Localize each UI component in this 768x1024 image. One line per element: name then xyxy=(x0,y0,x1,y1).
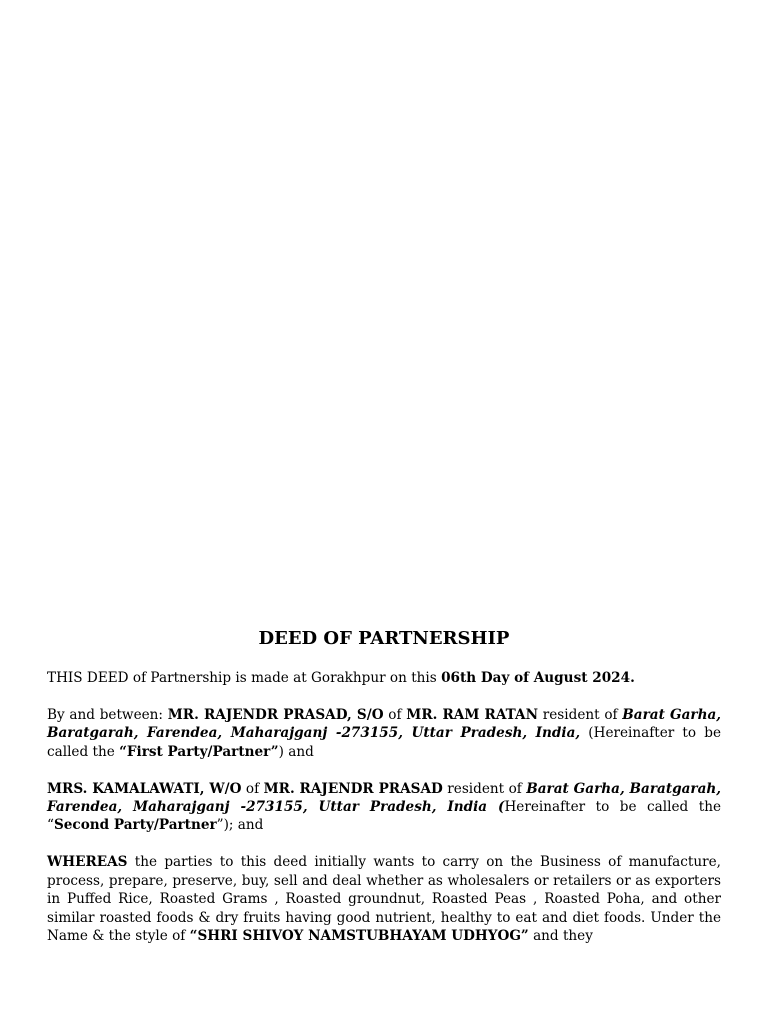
first-party-resident: resident of xyxy=(538,706,623,723)
second-party-tail: ”); and xyxy=(216,817,264,834)
intro-paragraph xyxy=(47,669,721,687)
second-party-role: Second Party/Partner xyxy=(53,817,217,834)
whereas-lead: WHEREAS xyxy=(47,854,128,871)
whereas-paragraph xyxy=(47,853,721,945)
whereas-tail: and they xyxy=(528,927,593,944)
second-party-name: MRS. KAMALAWATI, W/O xyxy=(47,780,242,797)
first-party-tail: ) and xyxy=(278,743,314,760)
document-body xyxy=(47,669,721,945)
second-party-of: of xyxy=(241,780,264,797)
whereas-text: the parties to this deed initially wants to carry on the Business of manufacture, process, prepare, preserve, buy, sell and deal whether as wholesalers or retailers or as exporters in Puffed Rice, Roasted Grams , Roasted groundnut, Roasted Peas , Roasted Poha, and other similar roasted foods & dry fruits having good nutrient, healthy to eat and diet foods. Under the Name & the style of xyxy=(47,854,721,944)
second-party-paragraph xyxy=(47,780,721,835)
first-party-name: MR. RAJENDR PRASAD, S/O xyxy=(167,706,384,723)
second-party-hereinafter: Hereinafter to be called the “ xyxy=(47,799,721,834)
second-party-resident: resident of xyxy=(442,780,527,797)
first-party-role: “First Party/Partner” xyxy=(119,743,279,760)
firm-name: “SHRI SHIVOY NAMSTUBHAYAM UDHYOG” xyxy=(189,927,529,944)
first-party-hereinafter: (Hereinafter to be called the xyxy=(47,725,721,760)
deed-date: 06th Day of August 2024. xyxy=(441,670,635,686)
second-party-address: Barat Garha, Baratgarah, Farendea, Maharajganj -273155, Uttar Pradesh, India ( xyxy=(47,780,721,816)
document-title: DEED OF PARTNERSHIP xyxy=(258,628,510,649)
first-party-father: MR. RAM RATAN xyxy=(406,706,538,723)
first-party-lead: By and between: xyxy=(47,706,168,723)
first-party-of: of xyxy=(383,706,407,723)
second-party-husband: MR. RAJENDR PRASAD xyxy=(263,780,443,797)
intro-text: THIS DEED of Partnership is made at Gorakhpur on this xyxy=(47,670,442,686)
first-party-address: Barat Garha, Baratgarah, Farendea, Maharajganj -273155, Uttar Pradesh, India, xyxy=(47,706,722,742)
first-party-paragraph xyxy=(47,706,721,761)
